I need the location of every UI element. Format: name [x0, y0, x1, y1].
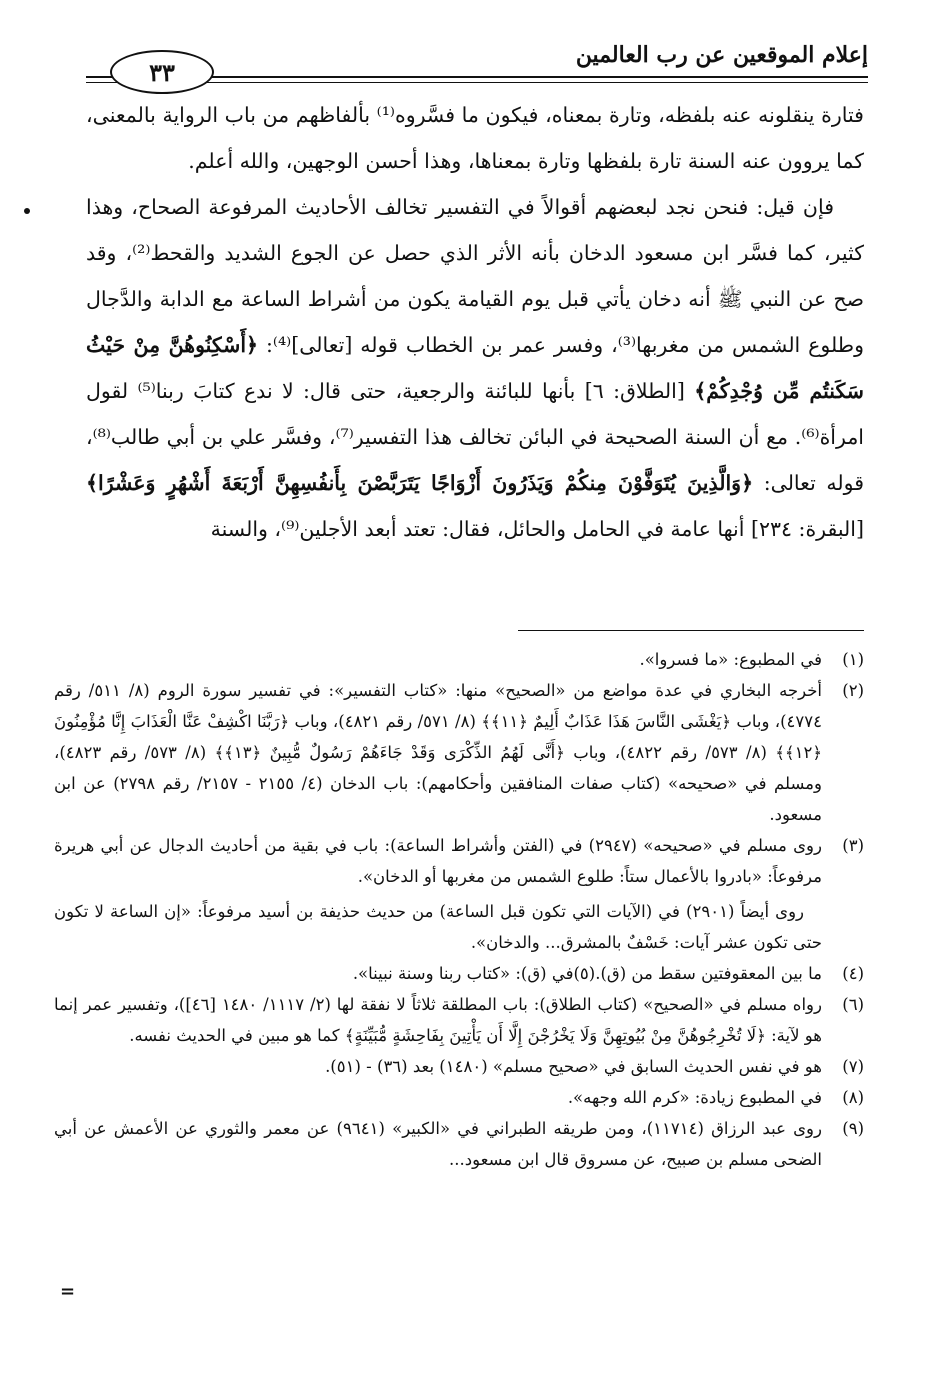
footnote-3 — [54, 830, 864, 892]
footnote-text: أخرجه البخاري في عدة مواضع من «الصحيح» منها: «كتاب التفسير»: في تفسير سورة الروم (٨/ ٥١١/ رقم ٤٧٧٤)، وباب ﴿يَغْشَى النَّاسَ هَذَا عَذَابٌ أَلِيمٌ ﴿١١﴾﴾ (٨/ ٥٧١/ رقم ٤٨٢١)، وباب ﴿رَبَّنَا اكْشِفْ عَنَّا الْعَذَابَ إِنَّا مُؤْمِنُونَ ﴿١٢﴾﴾ (٨/ ٥٧٣/ رقم ٤٨٢٢)، وباب ﴿أَنَّى لَهُمُ الذِّكْرَى وَقَدْ جَاءَهُمْ رَسُولٌ مُّبِينٌ ﴿١٣﴾﴾ (٨/ ٥٧٣/ رقم ٤٨٢٣)، ومسلم في «صحيحه» (كتاب صفات المنافقين وأحكامهم): باب الدخان (٤/ ٢١٥٥ - ٢١٥٧/ رقم ٢٧٩٨) عن ابن مسعود. — [54, 681, 823, 824]
footnote-3-continuation: روى أيضاً (٢٩٠١) في (الآيات التي تكون قبل الساعة) من حديث حذيفة بن أسيد مرفوعاً: «إن الساعة لا تكون حتى تكون عشر آيات: خَسْفٌ بالمشرق... والدخان». — [54, 902, 822, 952]
footnote-2 — [54, 675, 864, 830]
paragraph-2-part-b: [الطلاق: ٦] بأنها للبائنة والرجعية، حتى قال: لا ندع كتابَ ربنا⁽⁵⁾ لقول امرأة⁽⁶⁾. مع أن السنة الصحيحة في البائن تخالف هذا التفسير⁽⁷⁾، وفسَّر علي بن أبي طالب⁽⁸⁾، قوله تعالى: — [86, 379, 864, 495]
footnote-number: (٨) — [842, 1088, 864, 1107]
footnote-5-text: في (ق): «كتاب ربنا وسنة نبينا». — [352, 964, 574, 983]
paragraph-2 — [86, 184, 864, 552]
footnote-number: (٧) — [842, 1057, 864, 1076]
footnote-8 — [54, 1082, 864, 1113]
footnote-number: (١) — [842, 650, 864, 669]
footnote-7 — [54, 1051, 864, 1082]
page-number-badge: ٣٣ — [110, 50, 214, 94]
footnote-text: هو في نفس الحديث السابق في «صحيح مسلم» (١٤٨٠) بعد (٣٦) - (٥١). — [325, 1057, 822, 1076]
footnote-text: في المطبوع: «ما فسروا». — [639, 650, 822, 669]
footnote-number: (٣) — [842, 836, 864, 855]
footnote-number: (٢) — [842, 681, 864, 700]
footnote-number: (٦) — [842, 995, 864, 1014]
footnote-text: في المطبوع زيادة: «كرم الله وجهه». — [567, 1088, 822, 1107]
footnote-number: (٤) — [842, 964, 864, 983]
footnote-4-5 — [54, 958, 864, 989]
footnote-separator — [518, 630, 864, 631]
paragraph-2-part-c: [البقرة: ٢٣٤] أنها عامة في الحامل والحائل، فقال: تعتد أبعد الأجلين⁽⁹⁾، والسنة — [210, 517, 864, 541]
footnote-9 — [54, 1113, 864, 1175]
footnote-text — [54, 958, 822, 989]
footnote-number: (٩) — [842, 1119, 864, 1138]
footnote-1 — [54, 644, 864, 675]
book-title: إعلام الموقعين عن رب العالمين — [575, 42, 868, 68]
quran-verse-talaq: ﴿أَسْكِنُوهُنَّ مِنْ حَيْثُ سَكَنتُم مِّن وُجْدِكُمْ﴾ — [86, 333, 864, 403]
footnote-text: رواه مسلم في «الصحيح» (كتاب الطلاق): باب المطلقة ثلاثاً لا نفقة لها (٢/ ١١١٧/ ١٤٨٠ [٤٦])، وتفسير عمر إنما هو لآية: ﴿لَا تُخْرِجُوهُنَّ مِنْ بُيُوتِهِنَّ وَلَا يَخْرُجْنَ إِلَّا أَن يَأْتِينَ بِفَاحِشَةٍ مُّبَيِّنَةٍ﴾ كما هو مبين في الحديث نفسه. — [54, 995, 822, 1045]
footnote-5-number: (٥) — [573, 964, 596, 983]
footnote-4-text: ما بين المعقوفتين سقط من (ق). — [595, 964, 822, 983]
quran-verse-baqara: ﴿وَالَّذِينَ يُتَوَفَّوْنَ مِنكُمْ وَيَذَرُونَ أَزْوَاجًا يَتَرَبَّصْنَ بِأَنفُسِهِنَّ أَرْبَعَةَ أَشْهُرٍ وَعَشْرًا﴾ — [86, 471, 754, 495]
paragraph-2-part-a: فإن قيل: فنحن نجد لبعضهم أقوالاً في التفسير تخالف الأحاديث المرفوعة الصحاح، وهذا كثير، كما فسَّر ابن مسعود الدخان بأنه الأثر الذي حصل عن الجوع الشديد والقحط⁽²⁾، وقد صح عن النبي ﷺ أنه دخان يأتي قبل يوم القيامة يكون من أشراط الساعة مع الدابة والدَّجال وطلوع الشمس من مغربها⁽³⁾، وفسر عمر بن الخطاب قوله [تعالى]⁽⁴⁾: — [86, 195, 865, 357]
continuation-mark: = — [60, 1281, 76, 1302]
paragraph-1: فتارة ينقلونه عنه بلفظه، وتارة بمعناه، فيكون ما فسَّروه⁽¹⁾ بألفاظهم من باب الرواية بالمعنى، كما يروون عنه السنة تارة بلفظها وتارة بمعناها، وهذا أحسن الوجهين، والله أعلم. — [86, 103, 864, 173]
footnotes — [54, 644, 864, 1175]
footnote-text: روى مسلم في «صحيحه» (٢٩٤٧) في (الفتن وأشراط الساعة): باب في بقية من أحاديث الدجال عن أبي هريرة مرفوعاً: «بادروا بالأعمال ستاً: طلوع الشمس من مغربها أو الدخان». — [54, 836, 822, 886]
margin-dot — [24, 208, 30, 214]
footnote-text: روى عبد الرزاق (١١٧١٤)، ومن طريقه الطبراني في «الكبير» (٩٦٤١) عن معمر والثوري عن الأعمش عن أبي الضحى مسلم بن صبيح، عن مسروق قال ابن مسعود... — [54, 1119, 822, 1169]
page-header — [86, 38, 868, 94]
footnote-6 — [54, 989, 864, 1051]
main-text — [86, 92, 864, 552]
